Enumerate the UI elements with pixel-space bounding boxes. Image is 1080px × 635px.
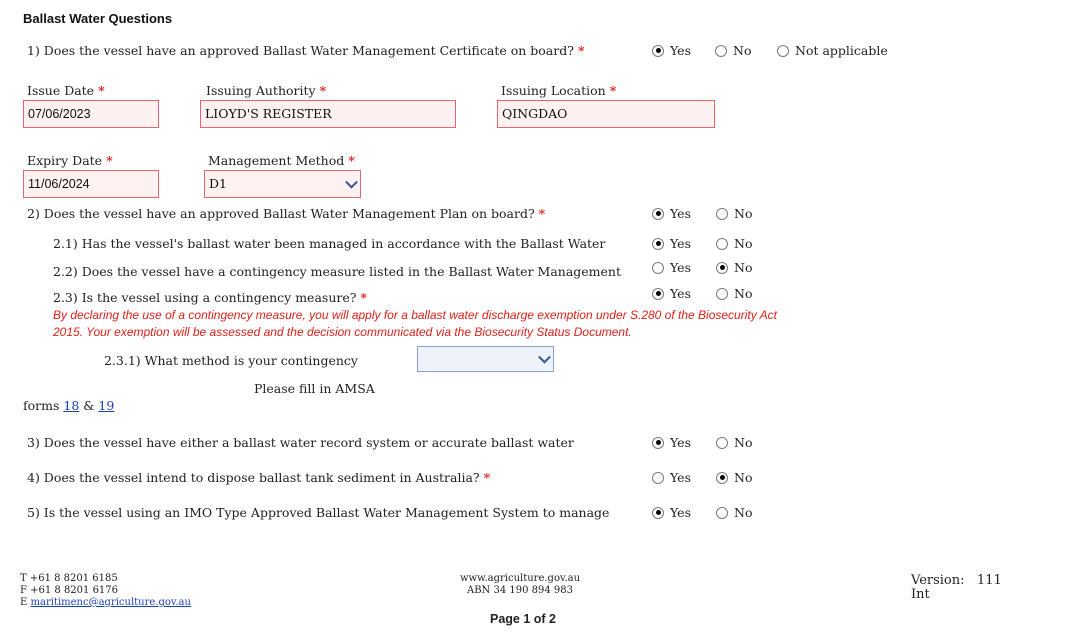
form-19-link[interactable]: 19 <box>98 398 115 413</box>
q5-yes-radio[interactable]: Yes <box>652 505 691 520</box>
radio-empty-icon <box>716 288 728 300</box>
q1-no-radio[interactable]: No <box>715 43 751 58</box>
q2-3-yes-radio[interactable]: Yes <box>652 286 691 301</box>
issuing-location-label: Issuing Location * <box>501 83 617 98</box>
issuing-authority-label: Issuing Authority * <box>206 83 327 98</box>
form-18-link[interactable]: 18 <box>63 398 80 413</box>
question-5: 5) Is the vessel using an IMO Type Approved Ballast Water Management System to manage <box>27 505 610 520</box>
radio-selected-icon <box>652 238 664 250</box>
footer-email-line: E maritimenc@agriculture.gov.au <box>20 597 191 608</box>
radio-empty-icon <box>716 437 728 449</box>
radio-selected-icon <box>652 208 664 220</box>
amsa-instruction: Please fill in AMSA <box>254 381 375 396</box>
footer-abn: ABN 34 190 894 983 <box>466 585 574 596</box>
q2-3-no-radio[interactable]: No <box>716 286 752 301</box>
question-2-1: 2.1) Has the vessel's ballast water been managed in accordance with the Ballast Water <box>53 236 606 251</box>
expiry-date-label: Expiry Date * <box>27 153 113 168</box>
q1-not-applicable-radio[interactable]: Not applicable <box>777 43 888 58</box>
question-4: 4) Does the vessel intend to dispose ballast tank sediment in Australia? * <box>27 470 491 485</box>
radio-selected-icon <box>652 288 664 300</box>
issue-date-field[interactable]: 07/06/2023 <box>23 100 159 128</box>
footer-contact <box>20 573 191 609</box>
q2-1-yes-radio[interactable]: Yes <box>652 236 691 251</box>
footer-version: Version: 111 Int <box>911 574 1002 600</box>
issuing-location-field[interactable]: QINGDAO <box>497 100 715 128</box>
issue-date-label: Issue Date * <box>27 83 105 98</box>
q3-yes-radio[interactable]: Yes <box>652 435 691 450</box>
radio-selected-icon <box>652 45 664 57</box>
footer-phone: T +61 8 8201 6185 <box>20 573 118 584</box>
contingency-method-select[interactable] <box>417 346 554 372</box>
radio-selected-icon <box>716 472 728 484</box>
footer-website: www.agriculture.gov.au <box>459 573 581 584</box>
radio-empty-icon <box>716 238 728 250</box>
contingency-warning-line-2: 2015. Your exemption will be assessed and the decision communicated via the Biosecurity Status Document. <box>53 325 632 339</box>
issuing-authority-field[interactable]: LIOYD'S REGISTER <box>200 100 456 128</box>
radio-selected-icon <box>652 437 664 449</box>
page-number: Page 1 of 2 <box>490 612 556 626</box>
question-2-3: 2.3) Is the vessel using a contingency measure? * <box>53 290 367 305</box>
q4-yes-radio[interactable]: Yes <box>652 470 691 485</box>
q3-no-radio[interactable]: No <box>716 435 752 450</box>
radio-empty-icon <box>716 507 728 519</box>
q4-no-radio[interactable]: No <box>716 470 752 485</box>
management-method-select[interactable] <box>204 170 361 198</box>
radio-selected-icon <box>716 262 728 274</box>
radio-empty-icon <box>716 208 728 220</box>
management-method-label: Management Method * <box>208 153 355 168</box>
expiry-date-field[interactable]: 11/06/2024 <box>23 170 159 198</box>
chevron-down-icon <box>538 351 551 364</box>
radio-empty-icon <box>652 472 664 484</box>
footer-fax: F +61 8 8201 6176 <box>20 585 119 596</box>
footer-email-link[interactable]: maritimenc@agriculture.gov.au <box>30 597 191 608</box>
question-2-3-1: 2.3.1) What method is your contingency <box>104 353 358 368</box>
question-1 <box>27 43 584 58</box>
footer-version-cut: Int <box>911 587 930 600</box>
q2-1-no-radio[interactable]: No <box>716 236 752 251</box>
q5-no-radio[interactable]: No <box>716 505 752 520</box>
q2-no-radio[interactable]: No <box>716 206 752 221</box>
q2-2-no-radio[interactable]: No <box>716 260 752 275</box>
radio-empty-icon <box>777 45 789 57</box>
required-marker: * <box>577 43 585 58</box>
q2-2-yes-radio[interactable]: Yes <box>652 260 691 275</box>
question-2-2: 2.2) Does the vessel have a contingency measure listed in the Ballast Water Management <box>53 264 622 279</box>
radio-selected-icon <box>652 507 664 519</box>
chevron-down-icon <box>345 176 358 189</box>
footer-center <box>430 573 610 597</box>
radio-empty-icon <box>652 262 664 274</box>
radio-empty-icon <box>715 45 727 57</box>
q1-yes-radio[interactable]: Yes <box>652 43 691 58</box>
question-2: 2) Does the vessel have an approved Ballast Water Management Plan on board? * <box>27 206 546 221</box>
q2-yes-radio[interactable]: Yes <box>652 206 691 221</box>
contingency-warning-line-1: By declaring the use of a contingency measure, you will apply for a ballast water discharge exemption under S.280 of the Biosecurity Act <box>53 308 777 322</box>
question-3: 3) Does the vessel have either a ballast water record system or accurate ballast water <box>27 435 574 450</box>
question-1-text: 1) Does the vessel have an approved Ballast Water Management Certificate on board? <box>27 43 574 58</box>
management-method-value: D1 <box>209 176 227 191</box>
amsa-forms-line: forms 18 & 19 <box>23 398 115 413</box>
section-heading: Ballast Water Questions <box>23 11 173 26</box>
